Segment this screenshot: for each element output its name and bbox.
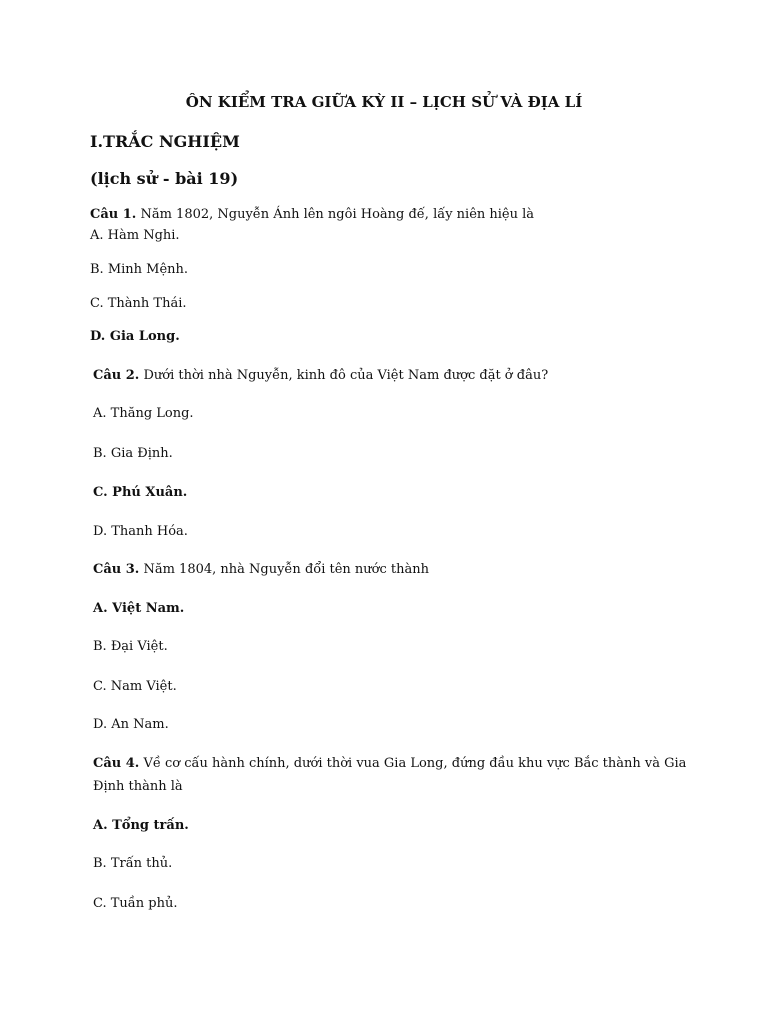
section-heading: I.TRẮC NGHIỆM [90, 132, 240, 151]
question-4-option-b: B. Trấn thủ. [93, 856, 173, 871]
question-4-label: Câu 4. [93, 756, 140, 771]
question-3-option-a-correct: A. Việt Nam. [93, 601, 185, 616]
question-3-option-d: D. An Nam. [93, 717, 169, 732]
question-3-label: Câu 3. [93, 562, 140, 577]
question-4-option-a-correct: A. Tổng trấn. [93, 818, 189, 833]
question-3-text: Năm 1804, nhà Nguyễn đổi tên nước thành [139, 562, 430, 577]
question-2-option-b: B. Gia Định. [93, 446, 173, 461]
question-3 [93, 562, 429, 577]
question-4-text: Về cơ cấu hành chính, dưới thời vua Gia Long, đứng đầu khu vực Bắc thành và Gia [139, 756, 687, 771]
question-4-option-c: C. Tuần phủ. [93, 896, 178, 911]
question-1-label: Câu 1. [90, 207, 137, 222]
question-2 [93, 368, 548, 383]
document-title: ÔN KIỂM TRA GIỮA KỲ II – LỊCH SỬ VÀ ĐỊA LÍ [185, 93, 583, 111]
question-1-option-a: A. Hàm Nghi. [90, 228, 180, 243]
question-4-text-line2: Định thành là [93, 779, 183, 794]
question-1-option-d-correct: D. Gia Long. [90, 329, 180, 344]
question-3-option-b: B. Đại Việt. [93, 639, 168, 654]
question-1-text: Năm 1802, Nguyễn Ánh lên ngôi Hoàng đế, lấy niên hiệu là [136, 207, 535, 222]
question-2-option-a: A. Thăng Long. [93, 406, 194, 421]
question-2-label: Câu 2. [93, 368, 140, 383]
question-3-option-c: C. Nam Việt. [93, 679, 177, 694]
question-1-option-c: C. Thành Thái. [90, 296, 187, 311]
subsection-heading: (lịch sử - bài 19) [90, 169, 239, 188]
question-2-option-d: D. Thanh Hóa. [93, 524, 188, 539]
question-2-text: Dưới thời nhà Nguyễn, kinh đô của Việt Nam được đặt ở đâu? [139, 368, 549, 383]
question-4 [93, 756, 686, 771]
question-1 [90, 207, 534, 222]
question-2-option-c-correct: C. Phú Xuân. [93, 485, 188, 500]
question-1-option-b: B. Minh Mệnh. [90, 262, 189, 277]
